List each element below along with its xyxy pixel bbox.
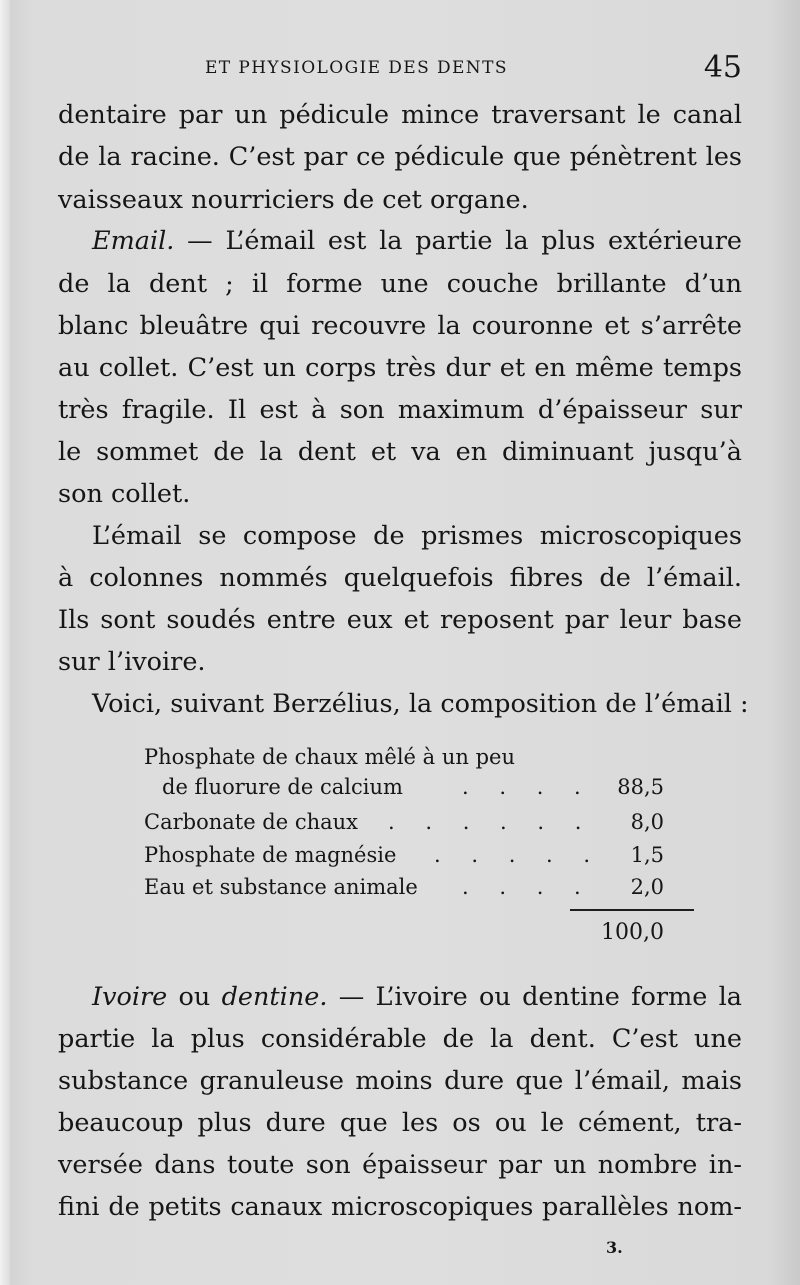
row-label: Carbonate de chaux — [144, 810, 359, 834]
running-head: ET PHYSIOLOGIE DES DENTS — [205, 58, 508, 78]
table-row — [144, 810, 664, 838]
row-value: 2,0 — [630, 875, 664, 899]
text-line: Ils sont soudés entre eux et reposent par leur base — [58, 605, 742, 635]
text-line: Voici, suivant Berzélius, la composition de l’émail : — [92, 689, 749, 719]
row-label: Phosphate de magnésie — [144, 843, 397, 867]
section-title: Email. — [92, 226, 175, 256]
row-value: 8,0 — [630, 810, 664, 834]
text-line: de la dent ; il forme une couche brillante d’un — [58, 269, 742, 299]
text-line: le sommet de la dent et va en diminuant jusqu’à — [58, 437, 742, 467]
table-row — [144, 843, 664, 871]
text-line: sur l’ivoire. — [58, 647, 206, 677]
text-line: fini de petits canaux microscopiques parallèles nom- — [58, 1192, 742, 1222]
text-line: à colonnes nommés quelquefois fibres de l’émail. — [58, 563, 742, 593]
row-leader: . . . . . — [434, 843, 603, 867]
row-value: 88,5 — [617, 775, 664, 799]
row-label: Phosphate de chaux mêlé à un peu — [144, 745, 515, 769]
row-leader: . . . . — [462, 775, 593, 799]
section-heading-ivoire — [92, 982, 742, 1012]
table-row — [144, 775, 664, 803]
text-line: beaucoup plus dure que les os ou le cément, tra- — [58, 1108, 742, 1138]
table-row — [144, 875, 664, 903]
section-title: dentine. — [221, 982, 328, 1012]
text-line: L’émail se compose de prismes microscopiques — [92, 521, 742, 551]
section-heading-email — [92, 226, 742, 256]
row-value: 1,5 — [630, 843, 664, 867]
row-label: Eau et substance animale — [144, 875, 418, 899]
text-line: substance granuleuse moins dure que l’émail, mais — [58, 1066, 742, 1096]
row-label: de fluorure de calcium — [162, 775, 403, 799]
page-header — [205, 50, 742, 85]
text-line: partie la plus considérable de la dent. C’est une — [58, 1024, 742, 1054]
text-line: au collet. C’est un corps très dur et en même temps — [58, 353, 742, 383]
text-line: dentaire par un pédicule mince traversant le canal — [58, 100, 742, 130]
text-line: blanc bleuâtre qui recouvre la couronne et s’arrête — [58, 311, 742, 341]
text-line: de la racine. C’est par ce pédicule que pénètrent les — [58, 142, 742, 172]
text-line: très fragile. Il est à son maximum d’épaisseur sur — [58, 395, 742, 425]
text-line: vaisseaux nourriciers de cet organe. — [58, 185, 529, 215]
table-row — [144, 745, 664, 773]
text-line: versée dans toute son épaisseur par un nombre in- — [58, 1150, 742, 1180]
page-number: 45 — [703, 50, 742, 85]
page-edge — [0, 0, 10, 1285]
signature-mark: 3. — [606, 1238, 623, 1257]
section-text: — L’émail est la partie la plus extérieure — [174, 226, 742, 256]
text-line: son collet. — [58, 479, 191, 509]
section-text: ou — [167, 982, 222, 1012]
section-title: Ivoire — [92, 982, 168, 1012]
section-text: — L’ivoire ou dentine forme la — [327, 982, 742, 1012]
row-leader: . . . . — [462, 875, 593, 899]
row-leader: . . . . . . — [388, 810, 594, 834]
table-total: 100,0 — [601, 920, 664, 945]
total-rule — [570, 909, 694, 911]
